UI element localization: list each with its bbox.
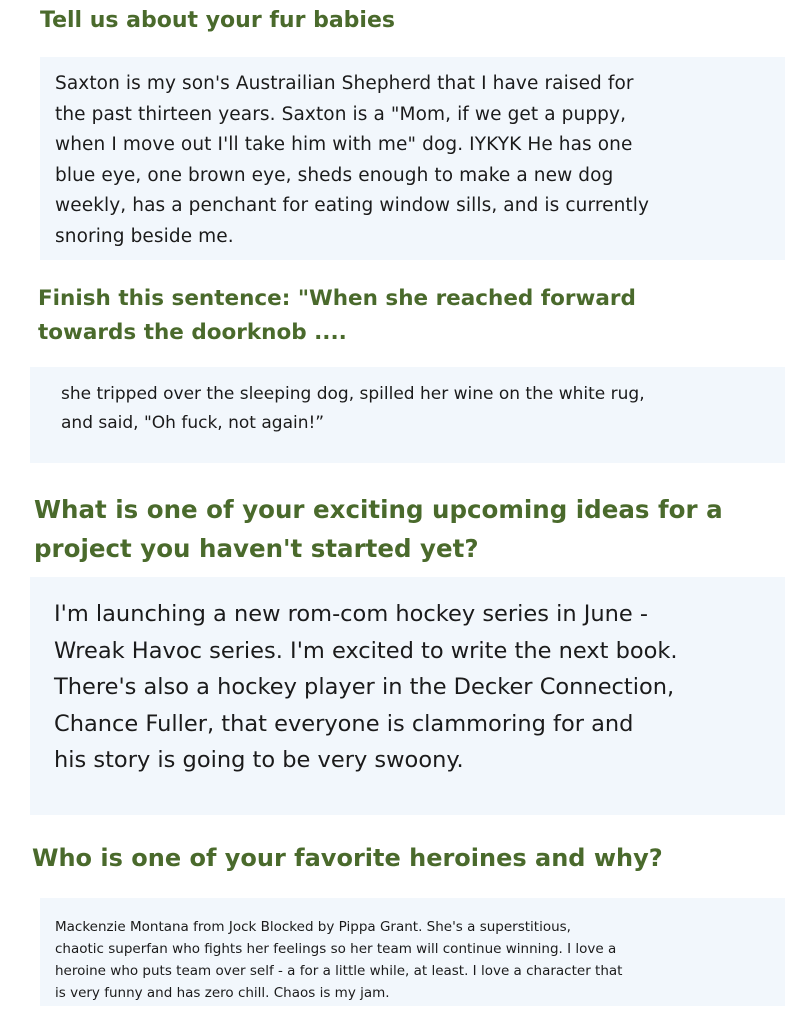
answer-box-fur-babies (40, 57, 785, 260)
question-line: Finish this sentence: "When she reached forward (38, 286, 636, 311)
question-upcoming-ideas (34, 490, 723, 568)
question-line: What is one of your exciting upcoming ideas for a (34, 495, 723, 524)
answer-line: snoring beside me. (55, 225, 234, 247)
answer-line: Mackenzie Montana from Jock Blocked by Pippa Grant. She's a superstitious, (55, 919, 571, 935)
answer-line: the past thirteen years. Saxton is a "Mom, if we get a puppy, (55, 103, 627, 125)
answer-box-finish-sentence (30, 367, 785, 463)
answer-box-favorite-heroine (40, 898, 785, 1006)
answer-line: blue eye, one brown eye, sheds enough to make a new dog (55, 164, 614, 186)
answer-line: and said, "Oh fuck, not again!” (61, 413, 325, 433)
answer-text-upcoming-ideas (54, 596, 785, 779)
answer-line: There's also a hockey player in the Decker Connection, (54, 674, 675, 700)
answer-line: is very funny and has zero chill. Chaos is my jam. (55, 985, 390, 1001)
question-line: towards the doorknob .... (38, 320, 347, 345)
answer-line: weekly, has a penchant for eating window sills, and is currently (55, 195, 650, 216)
question-favorite-heroine: Who is one of your favorite heroines and why? (32, 844, 663, 872)
answer-box-upcoming-ideas (30, 577, 785, 815)
answer-text-finish-sentence (61, 380, 785, 438)
question-fur-babies: Tell us about your fur babies (40, 8, 395, 33)
answer-line: when I move out I'll take him with me" dog. IYKYK He has one (55, 134, 633, 155)
question-line: project you haven't started yet? (34, 534, 479, 563)
answer-line: she tripped over the sleeping dog, spilled her wine on the white rug, (61, 384, 645, 404)
answer-line: chaotic superfan who fights her feelings so her team will continue winning. I love a (55, 941, 617, 957)
answer-line: I'm launching a new rom-com hockey series in June - (54, 601, 649, 627)
answer-text-favorite-heroine (55, 916, 785, 1004)
question-finish-sentence (38, 282, 636, 350)
answer-line: heroine who puts team over self - a for a little while, at least. I love a character that (55, 963, 623, 979)
answer-line: Saxton is my son's Austrailian Shepherd that I have raised for (55, 73, 634, 94)
answer-line: his story is going to be very swoony. (54, 747, 464, 773)
answer-line: Chance Fuller, that everyone is clammoring for and (54, 710, 634, 737)
answer-line: Wreak Havoc series. I'm excited to write the next book. (54, 637, 678, 664)
answer-text-fur-babies (55, 69, 785, 252)
